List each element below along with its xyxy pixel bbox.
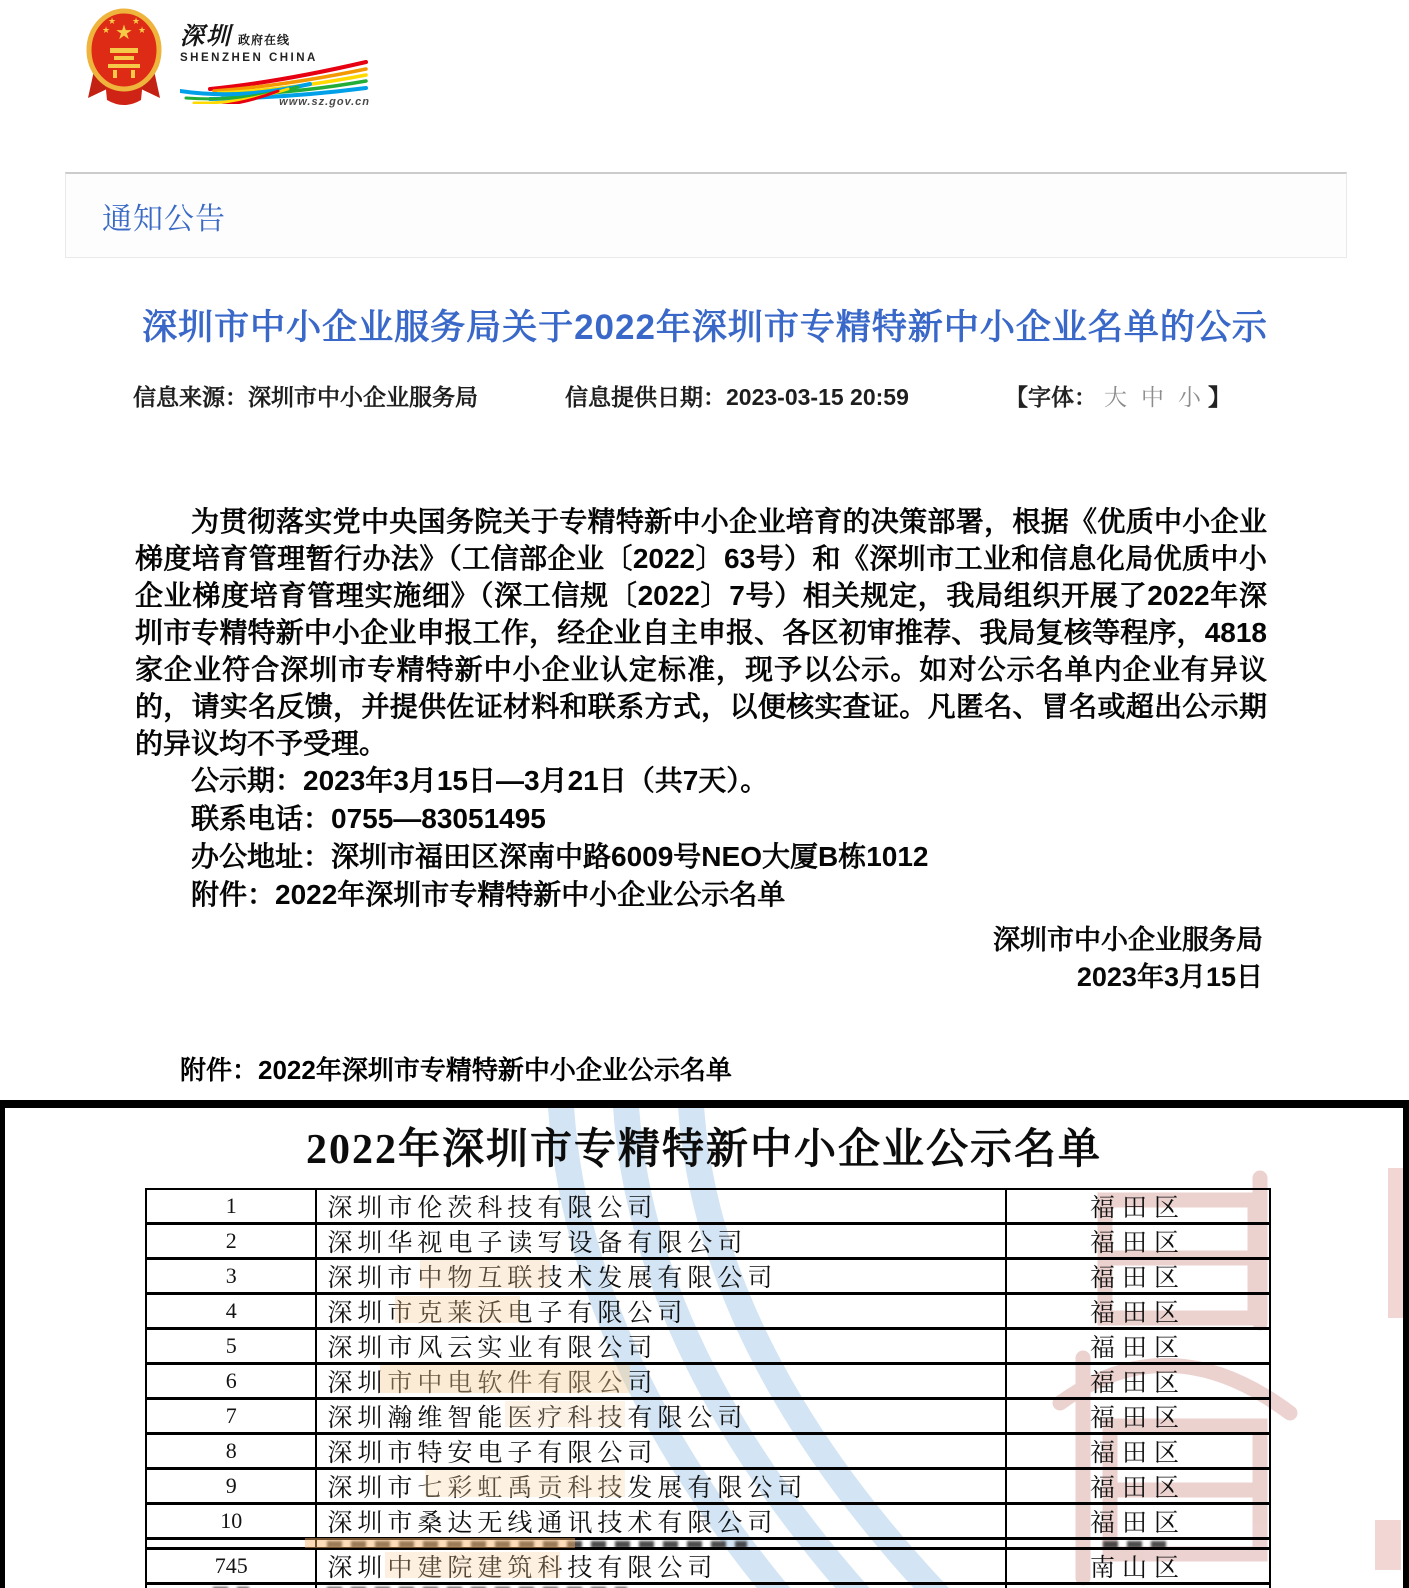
company-name: 深圳市中物互联技术发展有限公司	[317, 1260, 1007, 1292]
table-row	[147, 1435, 1269, 1470]
company-name: 深圳市克莱沃电子有限公司	[317, 1295, 1007, 1327]
logo-brand-cn-small: 政府在线	[238, 33, 291, 47]
svg-text:★: ★	[131, 16, 141, 26]
row-number: 1	[147, 1190, 317, 1222]
meta-date-label: 信息提供日期：	[565, 384, 726, 410]
table-row	[147, 1470, 1269, 1505]
table-row	[147, 1190, 1269, 1225]
article-meta	[133, 379, 1273, 413]
row-number: 3	[147, 1260, 317, 1292]
scan-table	[145, 1188, 1271, 1588]
company-name: 深圳华视电子读写设备有限公司	[317, 1225, 1007, 1257]
svg-text:★: ★	[115, 22, 133, 44]
attachment-heading: 附件：2022年深圳市专精特新中小企业公示名单	[180, 1055, 732, 1085]
district: 福田区	[1089, 1335, 1186, 1362]
scan-table-title: 2022年深圳市专精特新中小企业公示名单	[305, 1127, 1102, 1173]
font-size-widget	[1005, 379, 1231, 412]
signature-date: 2023年3月15日	[1076, 962, 1263, 992]
district: 福田区	[1089, 1195, 1186, 1222]
meta-source-label: 信息来源：	[133, 384, 248, 410]
district: 南山区	[1089, 1555, 1186, 1582]
table-row	[147, 1505, 1269, 1540]
font-size-medium-button[interactable]: 中	[1141, 384, 1164, 410]
row-number: 9	[147, 1470, 317, 1502]
table-row	[147, 1550, 1269, 1585]
row-number: 4	[147, 1295, 317, 1327]
logo-brand-cn: 深圳	[180, 24, 232, 50]
meta-source	[133, 379, 478, 412]
district: 福田区	[1089, 1440, 1186, 1467]
font-widget-close: 】	[1208, 384, 1231, 410]
signature-org: 深圳市中小企业服务局	[993, 925, 1263, 955]
table-row	[147, 1330, 1269, 1365]
table-row	[147, 1260, 1269, 1295]
national-emblem-icon[interactable]	[85, 6, 163, 106]
meta-source-value: 深圳市中小企业服务局	[248, 384, 478, 410]
company-name: 深圳市中电软件有限公司	[317, 1365, 1007, 1397]
row-number: 2	[147, 1225, 317, 1257]
logo-url-text: www.sz.gov.cn	[279, 96, 370, 108]
company-name: 深圳市特安电子有限公司	[317, 1435, 1007, 1467]
company-name: 深圳市桑达无线通讯技术有限公司	[317, 1505, 1007, 1537]
article-paragraph: 为贯彻落实党中央国务院关于专精特新中小企业培育的决策部署，根据《优质中小企业梯度培育管理暂行办法》（工信部企业〔2022〕63号）和《深圳市工业和信息化局优质中小企业梯度培育管理实施细》（深工信规〔2022〕7号）相关规定，我局组织开展了2022年深圳市专精特新中小企业申报工作，经企业自主申报、各区初审推荐、我局复核等程序，4818家企业符合深圳市专精特新中小企业认定标准，现予以公示。如对公示名单内企业有异议的，请实名反馈，并提供佐证材料和联系方式，以便核实查证。凡匿名、冒名或超出公示期的异议均不予受理。	[135, 506, 1267, 759]
notice-section-box	[65, 172, 1347, 258]
logo-brand-en: SHENZHEN CHINA	[180, 52, 318, 64]
row-number: 7	[147, 1400, 317, 1432]
contact-phone-line: 联系电话：0755—83051495	[191, 803, 546, 834]
district: 福田区	[1089, 1405, 1186, 1432]
district: 福田区	[1089, 1230, 1186, 1257]
district: 福田区	[1089, 1265, 1186, 1292]
office-address-line: 办公地址：深圳市福田区深南中路6009号NEO大厦B栋1012	[191, 841, 929, 872]
font-widget-label: 【字体：	[1005, 384, 1097, 410]
row-number: 6	[147, 1365, 317, 1397]
district: 福田区	[1089, 1475, 1186, 1502]
row-number: 8	[147, 1435, 317, 1467]
company-name: 深圳市风云实业有限公司	[317, 1330, 1007, 1362]
font-size-large-button[interactable]: 大	[1104, 384, 1127, 410]
article-title: 深圳市中小企业服务局关于2022年深圳市专精特新中小企业名单的公示	[142, 308, 1268, 347]
row-number: 745	[147, 1550, 317, 1582]
company-name: 深圳市伦茨科技有限公司	[317, 1190, 1007, 1222]
company-name: 深圳市七彩虹禹贡科技发展有限公司	[317, 1470, 1007, 1502]
font-size-small-button[interactable]: 小	[1178, 384, 1201, 410]
publicity-period-line: 公示期：2023年3月15日—3月21日（共7天）。	[191, 765, 769, 796]
attachment-image	[0, 1100, 1409, 1588]
district: 福田区	[1089, 1300, 1186, 1327]
row-number: 10	[147, 1505, 317, 1537]
district: 福田区	[1089, 1510, 1186, 1537]
company-name: 深圳中建院建筑科技有限公司	[317, 1550, 1007, 1582]
meta-date-value: 2023-03-15 20:59	[726, 384, 909, 410]
signature-block	[135, 922, 1263, 996]
shenzhen-gov-logo[interactable]	[180, 16, 370, 108]
svg-text:★: ★	[107, 16, 117, 26]
svg-text:★: ★	[137, 25, 147, 35]
company-name: 深圳瀚维智能医疗科技有限公司	[317, 1400, 1007, 1432]
table-row	[147, 1400, 1269, 1435]
row-number: 5	[147, 1330, 317, 1362]
svg-text:★: ★	[101, 25, 111, 35]
table-row	[147, 1295, 1269, 1330]
district: 福田区	[1089, 1370, 1186, 1397]
table-row-clipped	[147, 1540, 1269, 1550]
article-body	[135, 503, 1267, 914]
attachment-ref-line: 附件：2022年深圳市专精特新中小企业公示名单	[191, 879, 786, 910]
notice-section-link[interactable]: 通知公告	[102, 202, 226, 236]
table-row	[147, 1365, 1269, 1400]
table-row	[147, 1225, 1269, 1260]
meta-date	[565, 379, 909, 412]
